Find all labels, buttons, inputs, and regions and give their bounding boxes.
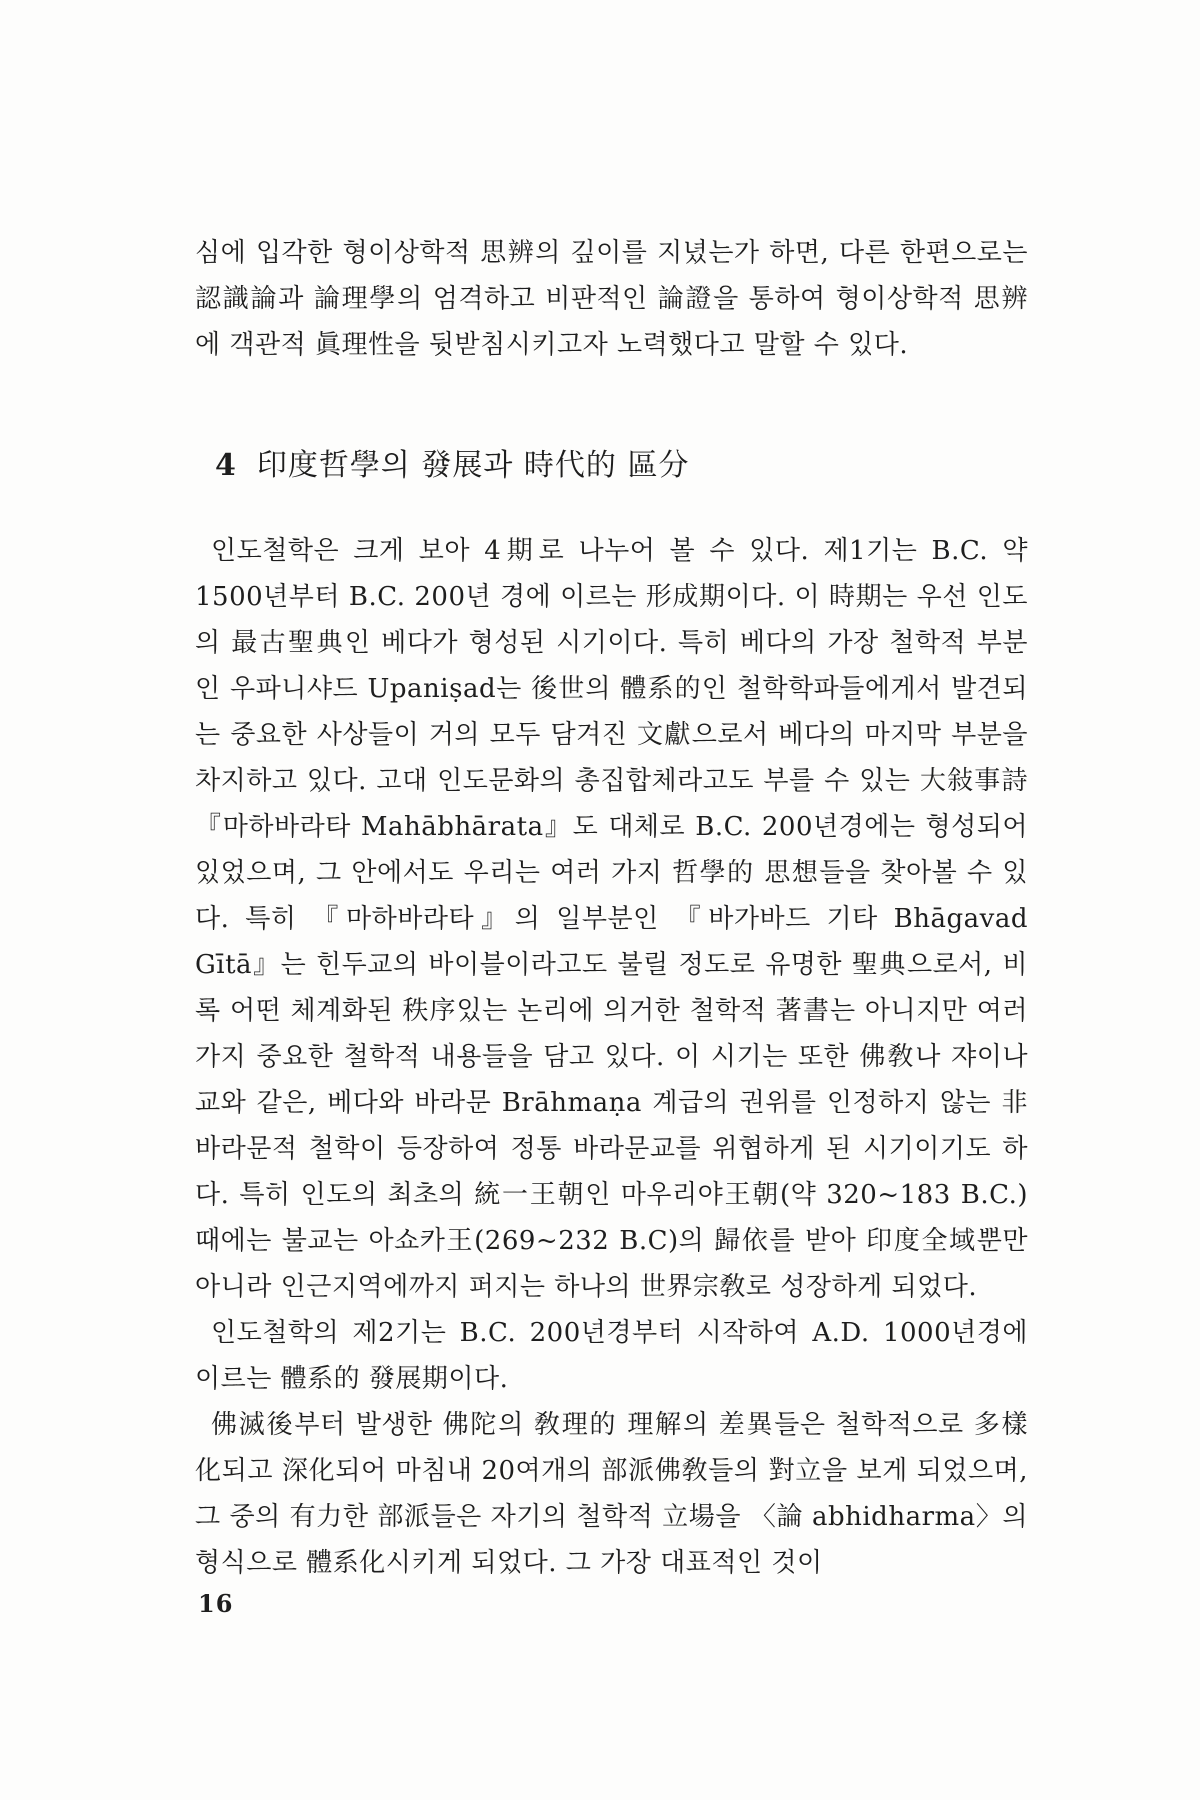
section-heading bbox=[215, 444, 689, 488]
section-title: 印度哲學의 發展과 時代的 區分 bbox=[256, 448, 690, 483]
section-body bbox=[195, 528, 1028, 1586]
body-paragraph: 인도철학의 제2기는 B.C. 200년경부터 시작하여 A.D. 1000년경에 이르는 體系的 發展期이다. bbox=[195, 1318, 1028, 1394]
intro-text bbox=[195, 230, 1028, 368]
body-paragraph: 佛滅後부터 발생한 佛陀의 敎理的 理解의 差異들은 철학적으로 多樣化되고 深化되어 마침내 20여개의 部派佛敎들의 對立을 보게 되었으며, 그 중의 有力한 部派들은 자기의 철학적 立場을 〈論 abhidharma〉의 형식으로 體系化시키게 되었다. 그 가장 대표적인 것이 bbox=[195, 1410, 1028, 1578]
section-number: 4 bbox=[215, 448, 237, 483]
intro-paragraph: 심에 입각한 형이상학적 思辨의 깊이를 지녔는가 하면, 다른 한편으로는 認識論과 論理學의 엄격하고 비판적인 論證을 통하여 형이상학적 思辨에 객관적 眞理性을 뒷받침시키고자 노력했다고 말할 수 있다. bbox=[195, 238, 1028, 360]
page-number: 16 bbox=[198, 1589, 234, 1618]
body-paragraph: 인도철학은 크게 보아 4期로 나누어 볼 수 있다. 제1기는 B.C. 약 1500년부터 B.C. 200년 경에 이르는 形成期이다. 이 時期는 우선 인도의 最古聖典인 베다가 형성된 시기이다. 특히 베다의 가장 철학적 부분인 우파니샤드 Upaniṣad는 後世의 體系的인 철학학파들에게서 발견되는 중요한 사상들이 거의 모두 담겨진 文獻으로서 베다의 마지막 부분을 차지하고 있다. 고대 인도문화의 총집합체라고도 부를 수 있는 大敍事詩 『마하바라타 Mahābhārata』도 대체로 B.C. 200년경에는 형성되어 있었으며, 그 안에서도 우리는 여러 가지 哲學的 思想들을 찾아볼 수 있다. 특히 『마하바라타』의 일부분인 『바가바드 기타 Bhāgavad Gītā』는 힌두교의 바이블이라고도 불릴 정도로 유명한 聖典으로서, 비록 어떤 체계화된 秩序있는 논리에 의거한 철학적 著書는 아니지만 여러 가지 중요한 철학적 내용들을 담고 있다. 이 시기는 또한 佛敎나 쟈이나교와 같은, 베다와 바라문 Brāhmaṇa 계급의 권위를 인정하지 않는 非바라문적 철학이 등장하여 정통 바라문교를 위협하게 된 시기이기도 하다. 특히 인도의 최초의 統一王朝인 마우리야王朝(약 320~183 B.C.) 때에는 불교는 아쇼카王(269~232 B.C)의 歸依를 받아 印度全域뿐만 아니라 인근지역에까지 퍼지는 하나의 世界宗敎로 성장하게 되었다. bbox=[195, 536, 1028, 1302]
